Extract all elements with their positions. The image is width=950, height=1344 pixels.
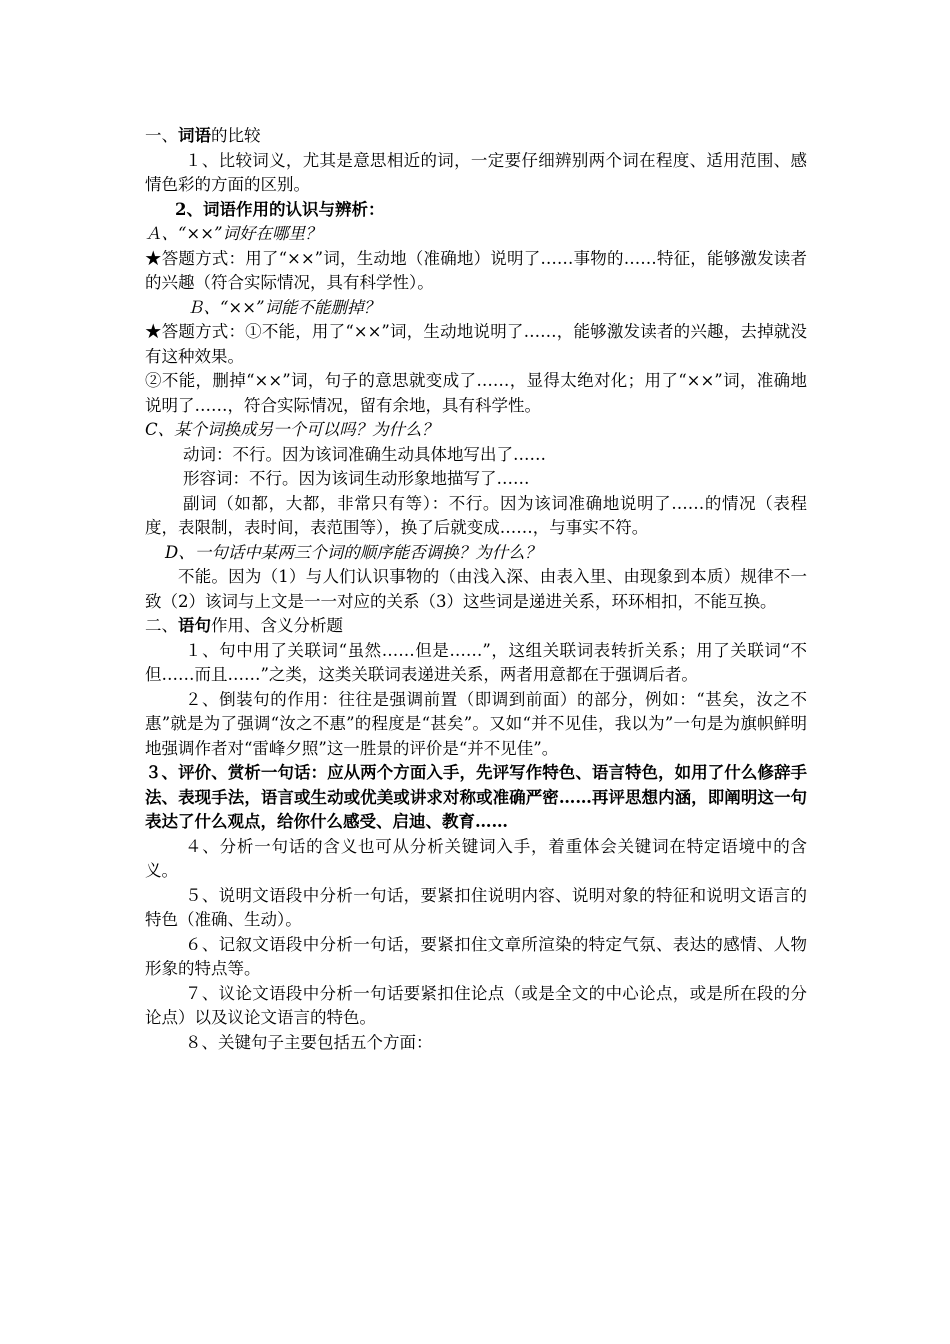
paragraph-2-8: ８、关键句子主要包括五个方面：	[185, 1032, 433, 1052]
heading-text: 的比较	[211, 126, 261, 145]
answer-d: 不能。因为（1）与人们认识事物的（由浅入深、由表入里、由现象到本质）规律不一致（2）该词与上文是一一对应的关系（3）这些词是递进关系，环环相扣，不能互换。	[145, 567, 807, 611]
answer-c-adverb: 副词（如都，大都，非常只有等）：不行。因为该词准确地说明了……的情况（表程度，表限制，表时间，表范围等），换了后就变成……，与事实不符。	[145, 493, 807, 537]
answer-b-1: ★答题方式：①不能，用了“××”词，生动地说明了……，能够激发读者的兴趣，去掉就没有这种效果。	[145, 322, 807, 366]
heading-text: 作用、含义分析题	[211, 616, 343, 635]
answer-b-2: ②不能，删掉“××”词，句子的意思就变成了……，显得太绝对化；用了“××”词，准确地说明了……，符合实际情况，留有余地，具有科学性。	[145, 371, 807, 415]
paragraph-2-4: ４、分析一句话的含义也可从分析关键词入手，着重体会关键词在特定语境中的含义。	[145, 836, 807, 880]
subheading-1-2: 2、词语作用的认识与辨析：	[175, 199, 385, 219]
heading-bold: 语句	[178, 616, 211, 635]
document-body	[145, 124, 807, 1055]
answer-a: ★答题方式：用了“××”词，生动地（准确地）说明了……事物的……特征，能够激发读者的兴趣（符合实际情况，具有科学性）。	[145, 248, 807, 292]
paragraph-2-5: ５、说明文语段中分析一句话，要紧扣住说明内容、说明对象的特征和说明文语言的特色（准确、生动）。	[145, 885, 807, 929]
heading-number: 二、	[145, 616, 178, 635]
heading-bold: 词语	[178, 126, 211, 145]
answer-c-verb: 动词：不行。因为该词准确生动具体地写出了……	[183, 444, 546, 464]
heading-number: 一、	[145, 126, 178, 145]
question-b: Ｂ、“××”词能不能删掉？	[187, 297, 381, 317]
question-a: Ａ、“××”词好在哪里？	[145, 224, 322, 243]
paragraph-2-1: １、句中用了关联词“虽然……但是……”，这组关联词表转折关系；用了关联词“不但……而且……”之类，这类关联词表递进关系，两者用意都在于强调后者。	[145, 640, 807, 684]
paragraph-2-6: ６、记叙文语段中分析一句话，要紧扣住文章所渲染的特定气氛、表达的感情、人物形象的特点等。	[145, 934, 807, 978]
paragraph-2-7: ７、议论文语段中分析一句话要紧扣住论点（或是全文的中心论点，或是所在段的分论点）以及议论文语言的特色。	[145, 983, 807, 1027]
answer-c-adjective: 形容词：不行。因为该词生动形象地描写了……	[183, 469, 530, 488]
section-heading-2	[145, 614, 807, 639]
paragraph-1-1: １、比较词义，尤其是意思相近的词，一定要仔细辨别两个词在程度、适用范围、感情色彩的方面的区别。	[145, 150, 807, 194]
question-d: D、一句话中某两三个词的顺序能否调换？为什么？	[165, 542, 542, 562]
paragraph-2-3: ３、评价、赏析一句话：应从两个方面入手，先评写作特色、语言特色，如用了什么修辞手法、表现手法，语言或生动或优美或讲求对称或准确严密……再评思想内涵，即阐明这一句表达了什么观点，给你什么感受、启迪、教育……	[145, 763, 807, 831]
paragraph-2-2: ２、倒装句的作用：往往是强调前置（即调到前面）的部分，例如：“甚矣，汝之不惠”就是为了强调“汝之不惠”的程度是“甚矣”。又如“并不见佳，我以为”一句是为旗帜鲜明地强调作者对“雷峰夕照”这一胜景的评价是“并不见佳”。	[145, 689, 807, 758]
question-c: C、某个词换成另一个可以吗？为什么？	[145, 420, 439, 439]
section-heading-1	[145, 124, 807, 149]
